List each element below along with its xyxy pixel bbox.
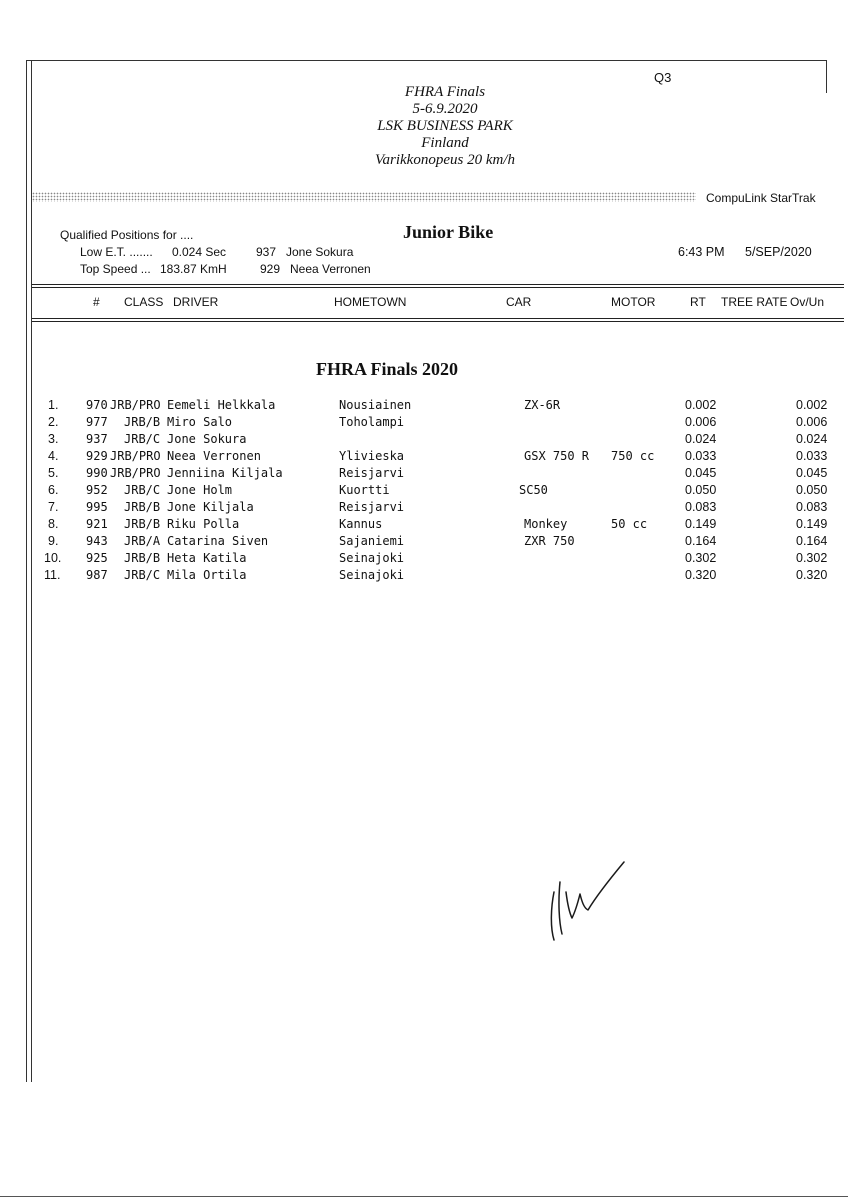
cell-rt: 0.149 (685, 517, 717, 531)
cell-driver: Jone Kiljala (167, 500, 254, 514)
cell-car: GSX 750 R (524, 449, 590, 463)
cell-ovun: 0.149 (796, 517, 828, 531)
cell-motor: 50 cc (611, 517, 648, 531)
brand-label: CompuLink StarTrak (706, 191, 816, 205)
cell-hometown: Reisjarvi (339, 500, 405, 514)
header-rule-top-2 (32, 287, 844, 288)
table-row (0, 466, 848, 483)
cell-car: SC50 (519, 483, 548, 497)
table-row (0, 449, 848, 466)
cell-ovun: 0.320 (796, 568, 828, 582)
low-et-car: 937 (256, 245, 277, 259)
col-car: CAR (506, 295, 532, 309)
cell-pos: 10. (44, 551, 62, 565)
low-et-value: 0.024 Sec (172, 245, 227, 259)
cell-hometown: Seinajoki (339, 568, 405, 582)
cell-driver: Riku Polla (167, 517, 240, 531)
cell-ovun: 0.083 (796, 500, 828, 514)
table-row (0, 398, 848, 415)
cell-hometown: Nousiainen (339, 398, 412, 412)
table-row (0, 500, 848, 517)
header-line-venue: LSK BUSINESS PARK (377, 118, 513, 134)
low-et-label: Low E.T. ....... (80, 245, 153, 259)
cell-driver: Neea Verronen (167, 449, 261, 463)
cell-number: 952 (86, 483, 108, 497)
cell-ovun: 0.302 (796, 551, 828, 565)
table-row (0, 568, 848, 585)
cell-number: 995 (86, 500, 108, 514)
cell-driver: Miro Salo (167, 415, 233, 429)
cell-hometown: Sajaniemi (339, 534, 405, 548)
header-line-pit-speed: Varikkonopeus 20 km/h (375, 152, 515, 168)
cell-car: ZXR 750 (524, 534, 575, 548)
cell-number: 925 (86, 551, 108, 565)
cell-number: 990 (86, 466, 108, 480)
cell-rt: 0.045 (685, 466, 717, 480)
cell-rt: 0.302 (685, 551, 717, 565)
col-ovun: Ov/Un (790, 295, 825, 309)
cell-number: 937 (86, 432, 108, 446)
cell-class: JRB/B (124, 500, 161, 514)
event-title: FHRA Finals 2020 (316, 359, 459, 379)
class-title: Junior Bike (403, 222, 494, 242)
cell-pos: 3. (48, 432, 59, 446)
cell-hometown: Toholampi (339, 415, 405, 429)
cell-motor: 750 cc (611, 449, 655, 463)
cell-driver: Jenniina Kiljala (167, 466, 283, 480)
cell-rt: 0.050 (685, 483, 717, 497)
cell-ovun: 0.045 (796, 466, 828, 480)
low-et-driver: Jone Sokura (286, 245, 354, 259)
cell-hometown: Kuortti (339, 483, 390, 497)
col-pos: # (93, 295, 100, 309)
cell-number: 977 (86, 415, 108, 429)
print-date: 5/SEP/2020 (745, 245, 812, 259)
cell-hometown: Kannus (339, 517, 383, 531)
table-row (0, 534, 848, 551)
cell-pos: 2. (48, 415, 59, 429)
cell-rt: 0.002 (685, 398, 717, 412)
cell-pos: 6. (48, 483, 59, 497)
cell-rt: 0.033 (685, 449, 717, 463)
table-row (0, 415, 848, 432)
cell-hometown: Seinajoki (339, 551, 405, 565)
event-header (300, 84, 590, 169)
cell-number: 970 (86, 398, 108, 412)
table-row (0, 551, 848, 568)
col-hometown: HOMETOWN (334, 295, 407, 309)
cell-hometown: Reisjarvi (339, 466, 405, 480)
cell-pos: 5. (48, 466, 59, 480)
col-driver: DRIVER (173, 295, 219, 309)
signature (540, 852, 640, 944)
top-speed-car: 929 (260, 262, 281, 276)
header-line-country: Finland (421, 135, 469, 151)
cell-rt: 0.083 (685, 500, 717, 514)
cell-pos: 1. (48, 398, 59, 412)
cell-ovun: 0.033 (796, 449, 828, 463)
cell-number: 943 (86, 534, 108, 548)
top-speed-value: 183.87 KmH (160, 262, 227, 276)
col-motor: MOTOR (611, 295, 656, 309)
cell-number: 921 (86, 517, 108, 531)
table-row (0, 517, 848, 534)
header-line-dates: 5-6.9.2020 (412, 101, 478, 117)
cell-rt: 0.006 (685, 415, 717, 429)
frame-right (826, 60, 827, 93)
cell-class: JRB/B (124, 517, 161, 531)
cell-class: JRB/C (124, 432, 161, 446)
table-row (0, 483, 848, 500)
cell-ovun: 0.164 (796, 534, 828, 548)
cell-pos: 8. (48, 517, 59, 531)
top-speed-driver: Neea Verronen (290, 262, 371, 276)
cell-ovun: 0.006 (796, 415, 828, 429)
cell-ovun: 0.002 (796, 398, 828, 412)
table-row (0, 432, 848, 449)
cell-rt: 0.164 (685, 534, 717, 548)
header-line-event: FHRA Finals (404, 84, 486, 100)
cell-class: JRB/C (124, 483, 161, 497)
cell-class: JRB/PRO (110, 398, 161, 412)
cell-number: 929 (86, 449, 108, 463)
cell-class: JRB/C (124, 568, 161, 582)
frame-top (26, 60, 826, 61)
cell-driver: Jone Sokura (167, 432, 247, 446)
cell-pos: 4. (48, 449, 59, 463)
col-rt: RT (690, 295, 706, 309)
cell-class: JRB/B (124, 415, 161, 429)
col-tree-rate: TREE RATE (721, 295, 788, 309)
dotted-separator (32, 192, 696, 202)
cell-driver: Eemeli Helkkala (167, 398, 276, 412)
cell-pos: 7. (48, 500, 59, 514)
cell-driver: Jone Holm (167, 483, 233, 497)
cell-ovun: 0.050 (796, 483, 828, 497)
cell-driver: Catarina Siven (167, 534, 269, 548)
col-class: CLASS (124, 295, 164, 309)
cell-car: ZX-6R (524, 398, 561, 412)
cell-class: JRB/PRO (110, 466, 161, 480)
cell-car: Monkey (524, 517, 568, 531)
cell-pos: 9. (48, 534, 59, 548)
cell-driver: Mila Ortila (167, 568, 247, 582)
cell-class: JRB/B (124, 551, 161, 565)
bottom-edge-line (0, 1196, 848, 1197)
header-rule-bottom-1 (32, 318, 844, 319)
cell-ovun: 0.024 (796, 432, 828, 446)
cell-rt: 0.024 (685, 432, 717, 446)
top-speed-label: Top Speed ... (80, 262, 151, 276)
cell-rt: 0.320 (685, 568, 717, 582)
cell-class: JRB/A (124, 534, 161, 548)
page-code: Q3 (654, 70, 672, 85)
cell-pos: 11. (44, 568, 61, 582)
print-time: 6:43 PM (678, 245, 725, 259)
header-rule-top-1 (32, 284, 844, 285)
header-rule-bottom-2 (32, 321, 844, 322)
cell-hometown: Ylivieska (339, 449, 405, 463)
cell-number: 987 (86, 568, 108, 582)
cell-class: JRB/PRO (110, 449, 161, 463)
cell-driver: Heta Katila (167, 551, 247, 565)
qualified-label: Qualified Positions for .... (60, 228, 194, 242)
